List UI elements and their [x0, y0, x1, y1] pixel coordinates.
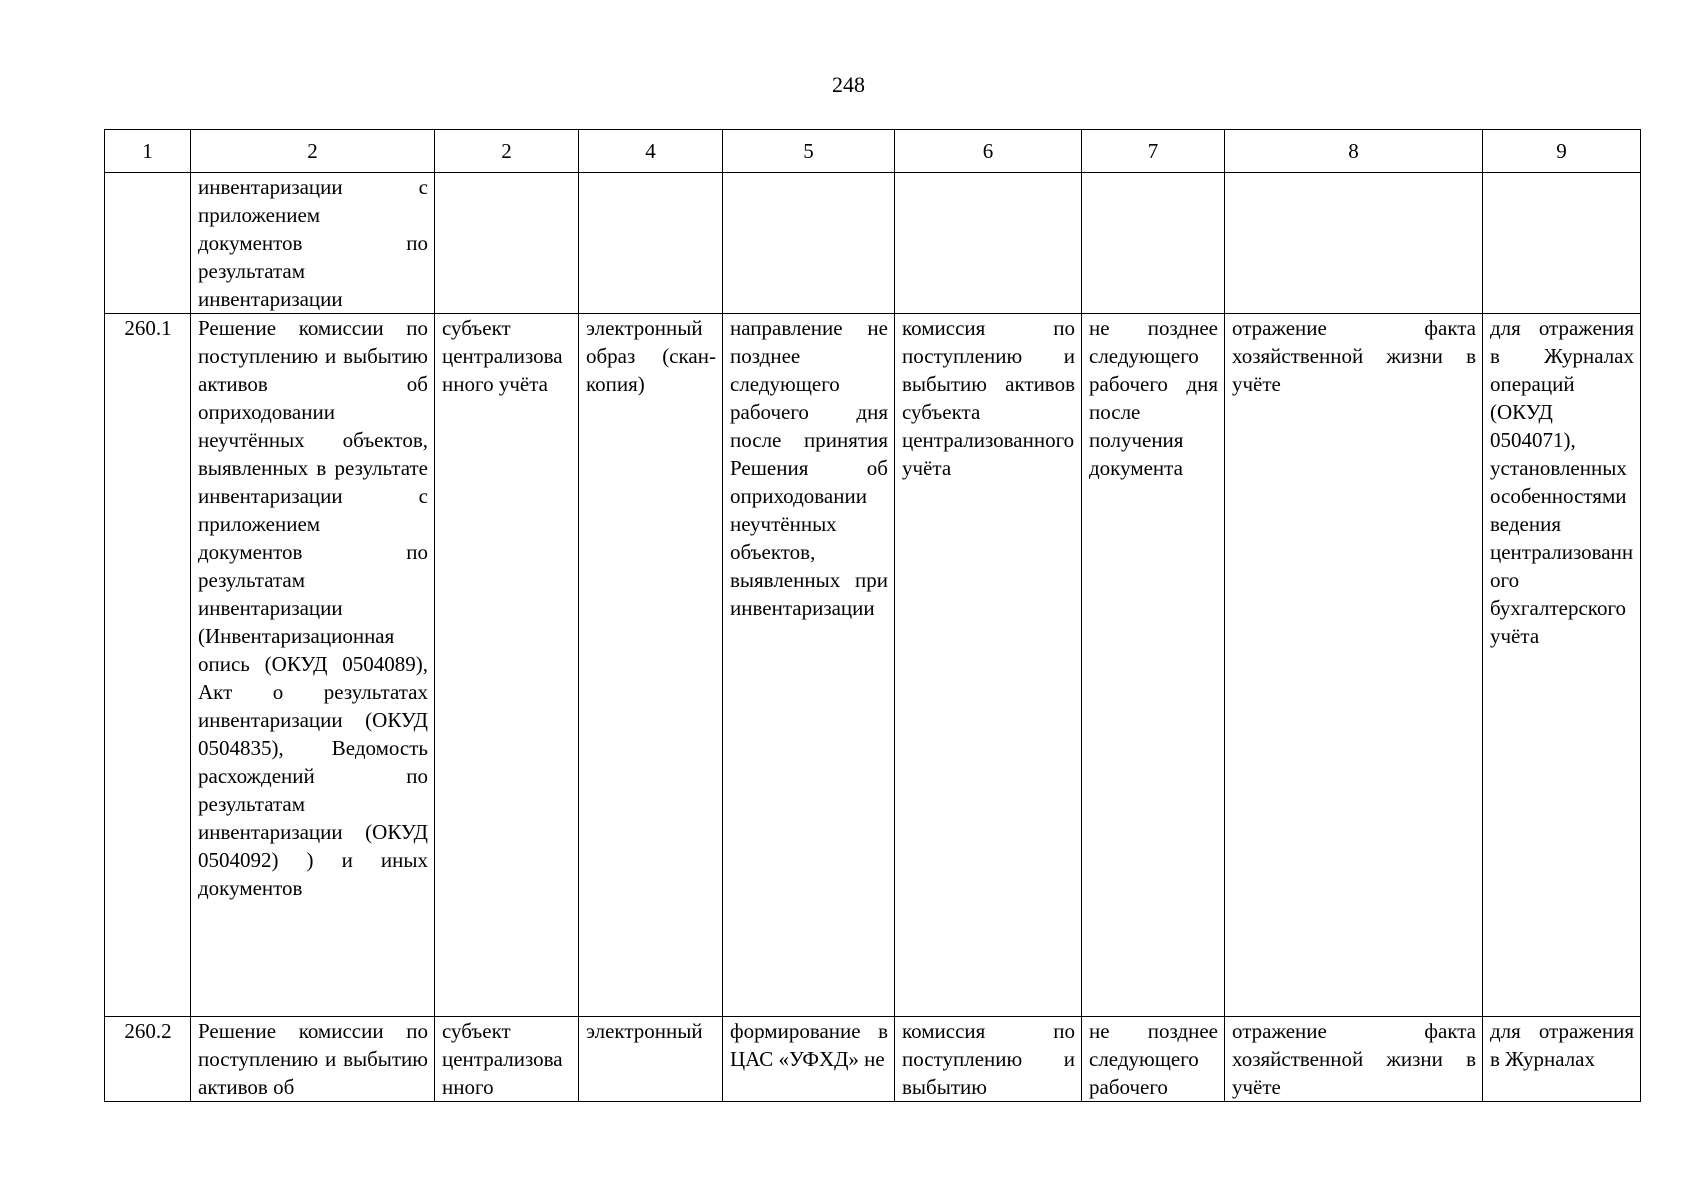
table-row [105, 314, 1641, 1017]
column-header: 9 [1483, 130, 1641, 173]
document-name-cell: инвентаризации с приложением документов по результатам инвентаризации [191, 173, 435, 314]
page-number: 248 [832, 72, 865, 97]
row-number-cell [105, 173, 191, 314]
table-cell: субъект централизованного [435, 1017, 579, 1102]
column-header: 6 [895, 130, 1082, 173]
table-cell: не позднее следующего рабочего [1082, 1017, 1225, 1102]
table-cell [723, 173, 895, 314]
table-cell: для отражения в Журналах [1483, 1017, 1641, 1102]
table-cell: не позднее следующего рабочего дня после получения документа [1082, 314, 1225, 1017]
column-header: 2 [435, 130, 579, 173]
table-cell: отражение факта хозяйственной жизни в учёте [1225, 1017, 1483, 1102]
column-header: 1 [105, 130, 191, 173]
column-header: 4 [579, 130, 723, 173]
table-cell [435, 173, 579, 314]
table-row [105, 173, 1641, 314]
row-number-cell: 260.1 [105, 314, 191, 1017]
table-cell [1483, 173, 1641, 314]
table-header-row [105, 130, 1641, 173]
table-cell: формирование в ЦАС «УФХД» не [723, 1017, 895, 1102]
table-cell: электронный образ (скан-копия) [579, 314, 723, 1017]
table-cell: комиссия по поступлению и выбытию активов субъекта централизованного учёта [895, 314, 1082, 1017]
table-cell [895, 173, 1082, 314]
column-header: 7 [1082, 130, 1225, 173]
column-header: 5 [723, 130, 895, 173]
table-cell [1082, 173, 1225, 314]
table-cell: для отражения в Журналах операций (ОКУД 0504071), установленных особенностями ведения централизованного бухгалтерского учёта [1483, 314, 1641, 1017]
document-name-cell: Решение комиссии по поступлению и выбытию активов об оприходовании неучтённых объектов, выявленных в результате инвентаризации с приложением документов по результатам инвентаризации (Инвентаризационная опись (ОКУД 0504089), Акт о результатах инвентаризации (ОКУД 0504835), Ведомость расхождений по результатам инвентаризации (ОКУД 0504092) ) и иных документов [191, 314, 435, 1017]
table-cell [1225, 173, 1483, 314]
table-cell: направление не позднее следующего рабочего дня после принятия Решения об оприходовании неучтённых объектов, выявленных при инвентаризации [723, 314, 895, 1017]
column-header: 2 [191, 130, 435, 173]
table-cell: электронный [579, 1017, 723, 1102]
table-row [105, 1017, 1641, 1102]
column-header: 8 [1225, 130, 1483, 173]
table-cell: отражение факта хозяйственной жизни в учёте [1225, 314, 1483, 1017]
document-table [104, 129, 1641, 1102]
table-cell: комиссия по поступлению и выбытию [895, 1017, 1082, 1102]
document-name-cell: Решение комиссии по поступлению и выбытию активов об [191, 1017, 435, 1102]
table-cell [579, 173, 723, 314]
row-number-cell: 260.2 [105, 1017, 191, 1102]
table-cell: субъект централизованного учёта [435, 314, 579, 1017]
